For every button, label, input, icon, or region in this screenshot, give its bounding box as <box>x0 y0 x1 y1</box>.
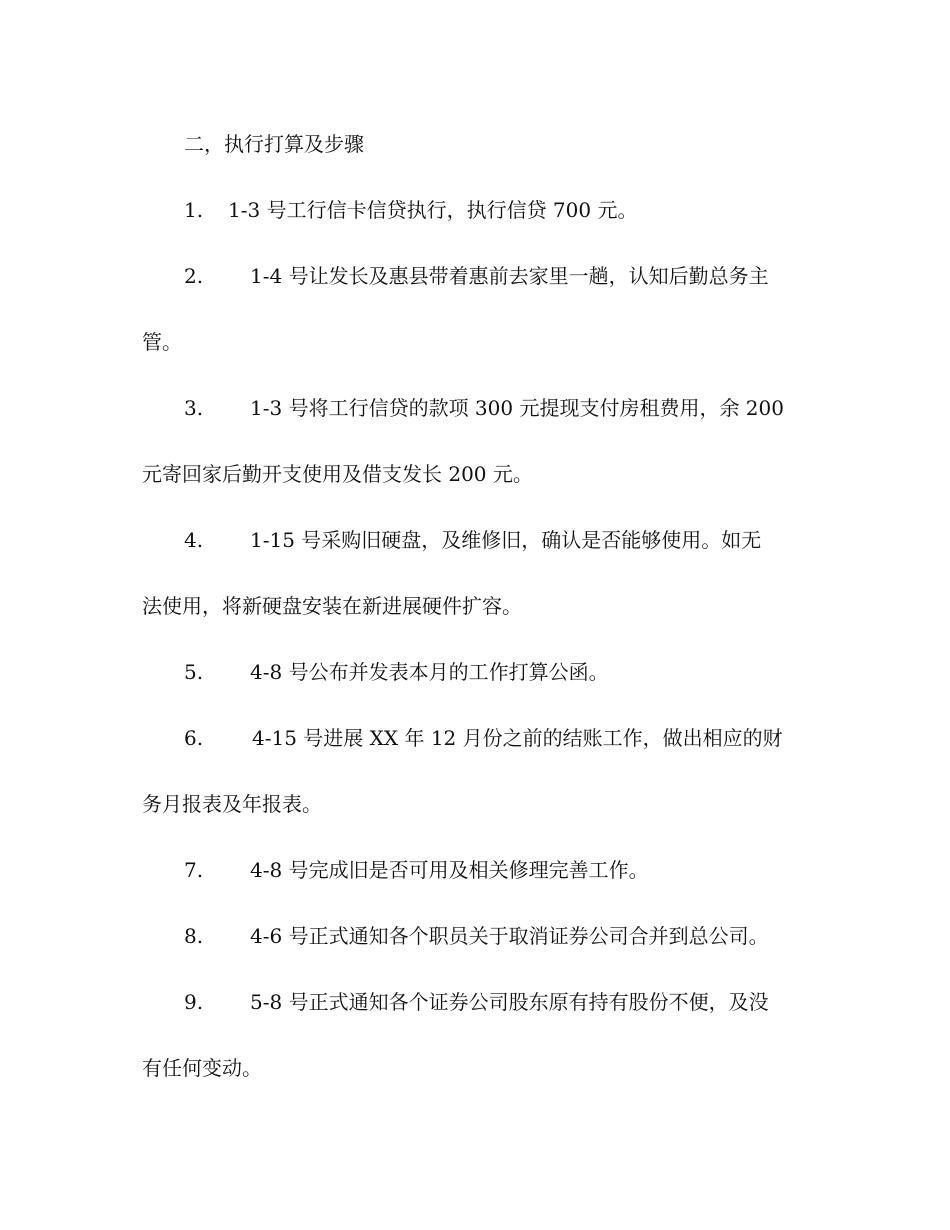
list-item-number: 9. <box>184 990 204 1014</box>
list-item <box>142 523 810 589</box>
list-item-continuation <box>142 457 810 523</box>
list-item-text: 务月报表及年报表。 <box>142 792 322 816</box>
list-item-text: 1-3 号工行信卡信贷执行，执行信贷 700 元。 <box>228 198 638 222</box>
list-item-number: 3. <box>184 396 204 420</box>
list-item-text: 4-6 号正式通知各个职员关于取消证券公司合并到总公司。 <box>250 924 769 948</box>
list-item-number: 5. <box>184 660 204 684</box>
list-item <box>142 985 810 1051</box>
list-item-number: 2. <box>184 264 204 288</box>
list-item-text: 5-8 号正式通知各个证券公司股东原有持有股份不便，及没 <box>250 990 769 1014</box>
list-item-number: 6. <box>184 726 204 750</box>
list-item-text: 元寄回家后勤开支使用及借支发长 200 元。 <box>142 462 533 486</box>
list-item-continuation <box>142 1051 810 1117</box>
list-item-text: 管。 <box>142 330 182 354</box>
section-heading <box>142 127 810 193</box>
list-item <box>142 721 810 787</box>
list-item <box>142 391 810 457</box>
list-item-text: 4-15 号进展 XX 年 12 月份之前的结账工作，做出相应的财 <box>252 726 783 750</box>
list-item-number: 8. <box>184 924 204 948</box>
list-item-text: 4-8 号公布并发表本月的工作打算公函。 <box>250 660 609 684</box>
document-body <box>142 127 810 1117</box>
list-item <box>142 193 810 259</box>
list-item <box>142 655 810 721</box>
list-item-text: 1-15 号采购旧硬盘，及维修旧，确认是否能够使用。如无 <box>250 528 762 552</box>
list-item-text: 1-3 号将工行信贷的款项 300 元提现支付房租费用，余 200 <box>250 396 784 420</box>
list-item-text: 法使用，将新硬盘安装在新进展硬件扩容。 <box>142 594 522 618</box>
list-item <box>142 259 810 325</box>
list-item <box>142 919 810 985</box>
list-item-continuation <box>142 589 810 655</box>
list-item-text: 有任何变动。 <box>142 1056 262 1080</box>
list-item <box>142 853 810 919</box>
list-item-number: 7. <box>184 858 204 882</box>
list-item-text: 4-8 号完成旧是否可用及相关修理完善工作。 <box>250 858 649 882</box>
section-heading-text: 二，执行打算及步骤 <box>184 132 364 156</box>
list-item-text: 1-4 号让发长及惠县带着惠前去家里一趟，认知后勤总务主 <box>250 264 769 288</box>
list-item-number: 1. <box>184 198 204 222</box>
list-item-continuation <box>142 325 810 391</box>
list-item-number: 4. <box>184 528 204 552</box>
list-item-continuation <box>142 787 810 853</box>
